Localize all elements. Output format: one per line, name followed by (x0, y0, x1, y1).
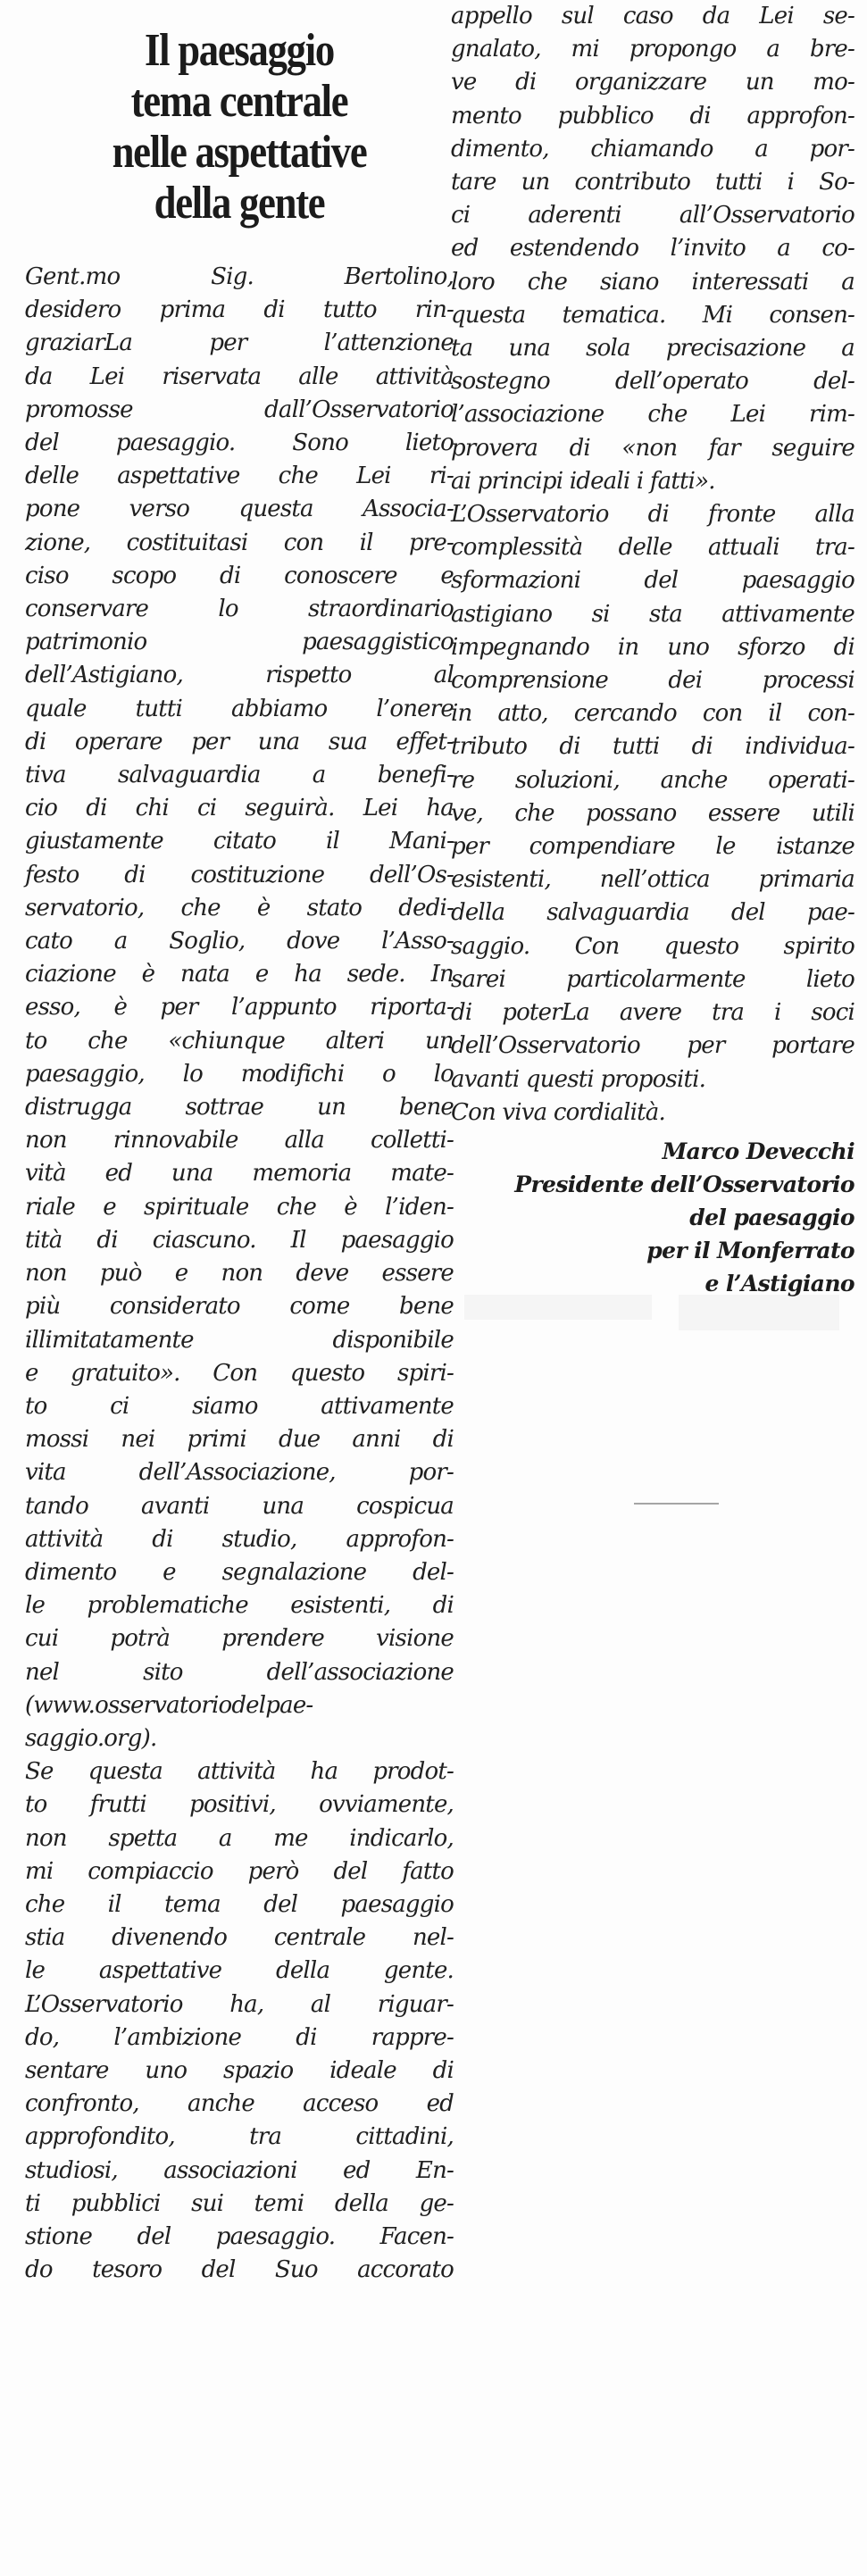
text-line: do tesoro del Suo accorato (25, 2256, 454, 2284)
text-line: vita dell’Associazione, por- (25, 1459, 454, 1487)
headline-line: Il paesaggio (145, 25, 334, 76)
text-line: di poterLa avere tra i soci (451, 999, 854, 1027)
text-line: tando avanti una cospicua (25, 1492, 454, 1520)
text-line: ciazione è nata e ha sede. In (25, 961, 454, 988)
text-line: loro che siano interessati a (451, 268, 854, 296)
text-line: re soluzioni, anche operati- (451, 766, 854, 794)
text-line: pone verso questa Associa- (25, 496, 454, 523)
text-line: sformazioni del paesaggio (451, 567, 854, 595)
text-line: sostegno dell’operato del- (451, 368, 854, 396)
text-line: delle aspettative che Lei ri- (25, 463, 454, 490)
text-line: tributo di tutti di individua- (451, 733, 854, 761)
end-rule (634, 1503, 719, 1505)
text-line: dell’Astigiano, rispetto al (25, 662, 454, 689)
text-line: sentare uno spazio ideale di (25, 2056, 454, 2084)
text-line: e gratuito». Con questo spiri- (25, 1359, 454, 1387)
text-line: conservare lo straordinario (25, 596, 454, 623)
text-line: della salvaguardia del pae- (451, 899, 854, 927)
text-line: festo di costituzione dell’Os- (25, 861, 454, 888)
text-line: vità ed una memoria mate- (25, 1160, 454, 1188)
text-line: di operare per una sua effet- (25, 728, 454, 755)
text-line: ta una sola precisazione a (451, 335, 854, 363)
text-line: studiosi, associazioni ed En- (25, 2156, 454, 2184)
text-line: cato a Soglio, dove l’Asso- (25, 928, 454, 955)
text-line: che il tema del paesaggio (25, 1890, 454, 1918)
signature-title-line: del paesaggio (689, 1204, 854, 1230)
text-line: gnalato, mi propongo a bre- (451, 36, 854, 63)
text-line: complessità delle attuali tra- (451, 534, 854, 562)
text-line: ve, che possano essere utili (451, 799, 854, 827)
text-line: non spetta a me indicarlo, (25, 1824, 454, 1852)
text-line: L’Osservatorio ha, al riguar- (25, 1990, 454, 2018)
text-line: tiva salvaguardia a benefi- (25, 762, 454, 789)
headline-line: della gente (154, 178, 325, 229)
text-line: graziarLa per l’attenzione (25, 329, 454, 357)
text-line: ai principi ideali i fatti». (451, 467, 715, 495)
text-line: avanti questi propositi. (451, 1065, 706, 1093)
signature-title-line: Presidente dell’Osservatorio (514, 1171, 854, 1197)
right-column (451, 0, 854, 1300)
text-line: tità di ciascuno. Il paesaggio (25, 1226, 454, 1254)
text-line: astigiano si sta attivamente (451, 600, 854, 628)
text-line: le problematiche esistenti, di (25, 1592, 454, 1620)
text-line: L’Osservatorio di fronte alla (451, 501, 854, 529)
headline-line: nelle aspettative (112, 127, 367, 178)
text-line: nel sito dell’associazione (25, 1658, 454, 1686)
text-line: appello sul caso da Lei se- (451, 3, 854, 29)
text-line: ti pubblici sui temi della ge- (25, 2189, 454, 2217)
signature-title-line: per il Monferrato (646, 1237, 854, 1263)
left-column (25, 0, 454, 2287)
text-line: provera di «non far seguire (451, 434, 854, 462)
signature-title-line: e l’Astigiano (704, 1270, 854, 1296)
text-line: non può e non deve essere (25, 1260, 454, 1288)
text-line: più considerato come bene (25, 1293, 454, 1321)
text-line: in atto, cercando con il con- (451, 700, 854, 728)
right-column-body (451, 0, 854, 1096)
text-line: ed estendendo l’invito a co- (451, 235, 854, 263)
text-line: sarei particolarmente lieto (451, 965, 854, 993)
text-line: saggio.org). (25, 1724, 157, 1752)
text-line: questa tematica. Mi consen- (451, 301, 854, 329)
text-line: stia divenendo centrale nel- (25, 1924, 454, 1952)
text-line: mento pubblico di approfon- (451, 102, 854, 129)
headline-line: tema centrale (130, 76, 348, 127)
text-line: confronto, anche acceso ed (25, 2090, 454, 2118)
text-line: comprensione dei processi (451, 667, 854, 695)
text-line: giustamente citato il Mani- (25, 828, 454, 855)
signature-block (451, 1135, 854, 1300)
text-line: promosse dall’Osservatorio (25, 396, 454, 423)
text-line: esso, è per l’appunto riporta- (25, 994, 454, 1021)
text-line: le aspettative della gente. (25, 1957, 454, 1985)
left-column-body (25, 261, 454, 2287)
text-line: dell’Osservatorio per portare (451, 1032, 854, 1060)
text-line: (www.osservatoriodelpae- (25, 1691, 313, 1719)
text-line: cui potrà prendere visione (25, 1625, 454, 1653)
text-line: paesaggio, lo modifichi o lo (25, 1060, 454, 1088)
text-line: attività di studio, approfon- (25, 1525, 454, 1553)
text-line: cio di chi ci seguirà. Lei ha (25, 795, 454, 822)
text-line: ve di organizzare un mo- (451, 69, 854, 96)
text-line: desidero prima di tutto rin- (25, 296, 454, 324)
article-headline (55, 25, 424, 229)
text-line: non rinnovabile alla colletti- (25, 1127, 454, 1155)
text-line: do, l’ambizione di rappre- (25, 2023, 454, 2051)
text-line: patrimonio paesaggistico (25, 629, 454, 656)
text-line: saggio. Con questo spirito (451, 932, 854, 960)
text-line: quale tutti abbiamo l’onere (25, 695, 454, 722)
text-line: da Lei riservata alle attività (25, 363, 454, 390)
background-bleed-mark (679, 1295, 839, 1330)
text-line: impegnando in uno sforzo di (451, 633, 854, 661)
text-line: approfondito, tra cittadini, (25, 2123, 454, 2151)
text-line: ci aderenti all’Osservatorio (451, 202, 854, 229)
text-line: servatorio, che è stato dedi- (25, 894, 454, 921)
text-line: del paesaggio. Sono lieto (25, 429, 454, 457)
text-line: to ci siamo attivamente (25, 1392, 454, 1420)
text-line: to che «chiunque alteri un (25, 1027, 454, 1055)
text-line: distrugga sottrae un bene (25, 1094, 454, 1121)
text-line: l’associazione che Lei rim- (451, 401, 854, 429)
text-line: stione del paesaggio. Facen- (25, 2222, 454, 2250)
text-line: mossi nei primi due anni di (25, 1426, 454, 1454)
text-line: ciso scopo di conoscere e (25, 562, 454, 589)
closing-block (451, 1096, 854, 1130)
text-line: riale e spirituale che è l’iden- (25, 1193, 454, 1221)
text-line: dimento, chiamando a por- (451, 135, 854, 163)
text-line: illimitatamente disponibile (25, 1326, 454, 1354)
signature-name: Marco Devecchi (662, 1138, 854, 1164)
text-line: tare un contributo tutti i So- (451, 169, 854, 196)
text-line: mi compiaccio però del fatto (25, 1857, 454, 1885)
text-line: esistenti, nell’ottica primaria (451, 866, 854, 894)
text-line: to frutti positivi, ovviamente, (25, 1791, 454, 1819)
text-line: dimento e segnalazione del- (25, 1558, 454, 1586)
text-line: Se questa attività ha prodot- (25, 1758, 454, 1786)
closing-salutation: Con viva cordialità. (451, 1098, 665, 1126)
text-line: Gent.mo Sig. Bertolino, (25, 263, 454, 290)
text-line: per compendiare le istanze (451, 833, 854, 861)
text-line: zione, costituitasi con il pre- (25, 529, 454, 556)
